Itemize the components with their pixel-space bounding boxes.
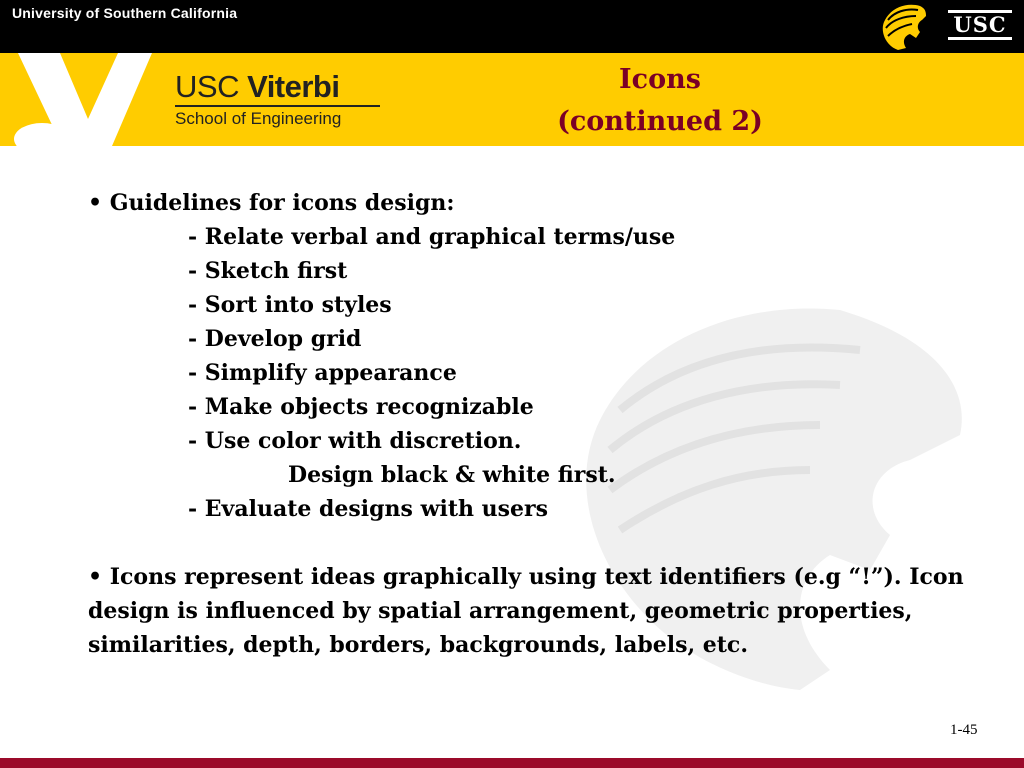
usc-logo: USC: [948, 10, 1012, 40]
header-bar: [0, 0, 1024, 53]
list-item: - Sketch first: [188, 258, 348, 284]
list-item: - Develop grid: [188, 326, 362, 352]
list-subitem: Design black & white first.: [288, 462, 616, 488]
slide-body: [88, 186, 968, 662]
bullet-paragraph: • Icons represent ideas graphically using text identifiers (e.g “!”). Icon design is influenced by spatial arrangement, geometric properties, similarities, depth, borders, backgrounds, labels, etc.: [88, 564, 964, 658]
list-item: - Relate verbal and graphical terms/use: [188, 224, 676, 250]
slide-title-line2: (continued 2): [557, 106, 763, 137]
spacer: [88, 526, 968, 560]
slide-title: [460, 59, 860, 143]
trojan-head-logo-icon: [876, 2, 932, 52]
list-item: - Evaluate designs with users: [188, 496, 549, 522]
university-name: University of Southern California: [12, 5, 238, 21]
viterbi-usc-text: USC: [175, 69, 239, 104]
bullet-heading: • Guidelines for icons design:: [88, 190, 455, 216]
viterbi-wordmark: [175, 71, 339, 102]
footer-bar: [0, 758, 1024, 768]
list-item: - Make objects recognizable: [188, 394, 534, 420]
slide-title-line1: Icons: [619, 64, 701, 95]
viterbi-name-text: Viterbi: [247, 69, 340, 104]
viterbi-v-logo-icon: [0, 53, 160, 146]
list-item: - Simplify appearance: [188, 360, 457, 386]
viterbi-school-text: School of Engineering: [175, 109, 342, 128]
list-item: - Use color with discretion.: [188, 428, 522, 454]
list-item: - Sort into styles: [188, 292, 392, 318]
page-number: 1-45: [950, 722, 978, 738]
viterbi-divider: [175, 105, 380, 107]
banner: [0, 53, 1024, 146]
